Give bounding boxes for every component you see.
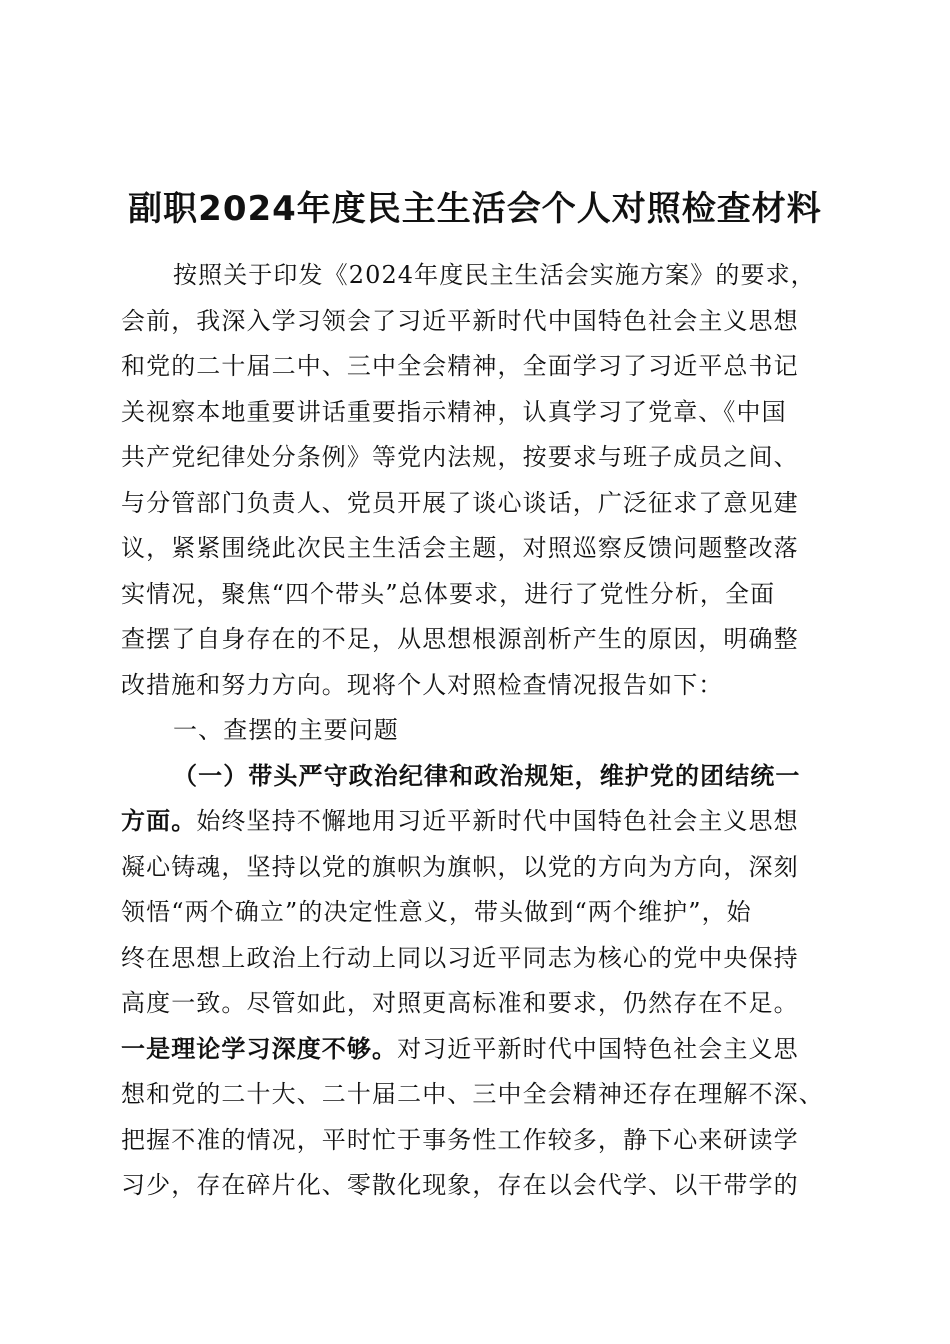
paragraph-line: 高度一致。尽管如此，对照更高标准和要求，仍然存在不足。: [121, 989, 799, 1017]
paragraph-line: 议，紧紧围绕此次民主生活会主题，对照巡察反馈问题整改落: [121, 534, 799, 562]
paragraph-line: [121, 799, 835, 845]
paragraph-line: 习少，存在碎片化、零散化现象，存在以会代学、以干带学的: [121, 1171, 799, 1199]
paragraph-line: 关视察本地重要讲话重要指示精神，认真学习了党章、《中国: [121, 397, 787, 426]
paragraph-line: 与分管部门负责人、党员开展了谈心谈话，广泛征求了意见建: [121, 488, 799, 517]
document-title: 副职2024年度民主生活会个人对照检查材料: [128, 189, 822, 229]
paragraph-line: 按照关于印发《2024年度民主生活会实施方案》的要求，: [173, 261, 816, 289]
paragraph-line: 和党的二十届二中、三中全会精神，全面学习了习近平总书记: [121, 352, 799, 380]
paragraph-line: 把握不准的情况，平时忙于事务性工作较多，静下心来研读学: [121, 1125, 799, 1154]
paragraph-text: 始终坚持不懈地用习近平新时代中国特色社会主义思想: [196, 807, 799, 835]
subsection-heading: （一）带头严守政治纪律和政治规矩，维护党的团结统一: [173, 761, 801, 790]
paragraph-line: 会前，我深入学习领会了习近平新时代中国特色社会主义思想: [121, 306, 799, 335]
point-label: 一是理论学习深度不够。: [121, 1034, 398, 1063]
paragraph-line: 想和党的二十大、二十届二中、三中全会精神还存在理解不深、: [121, 1080, 824, 1108]
paragraph-line: 领悟“两个确立”的决定性意义，带头做到“两个维护”，始: [121, 898, 752, 926]
paragraph-line: 查摆了自身存在的不足，从思想根源剖析产生的原因，明确整: [121, 625, 799, 653]
paragraph-line: [121, 1027, 835, 1073]
paragraph-line: 实情况，聚焦“四个带头”总体要求，进行了党性分析，全面: [121, 579, 776, 608]
paragraph-line: 共产党纪律处分条例》等党内法规，按要求与班子成员之间、: [121, 443, 799, 471]
section-heading: 一、查摆的主要问题: [173, 716, 399, 744]
paragraph-line: 改措施和努力方向。现将个人对照检查情况报告如下：: [121, 670, 724, 699]
paragraph-line: 终在思想上政治上行动上同以习近平同志为核心的党中央保持: [121, 943, 799, 972]
document-body: [121, 253, 835, 1209]
paragraph-text: 对习近平新时代中国特色社会主义思: [397, 1034, 799, 1063]
subsection-heading-end: 方面。: [121, 807, 197, 835]
paragraph-line: 凝心铸魂，坚持以党的旗帜为旗帜，以党的方向为方向，深刻: [121, 852, 799, 881]
